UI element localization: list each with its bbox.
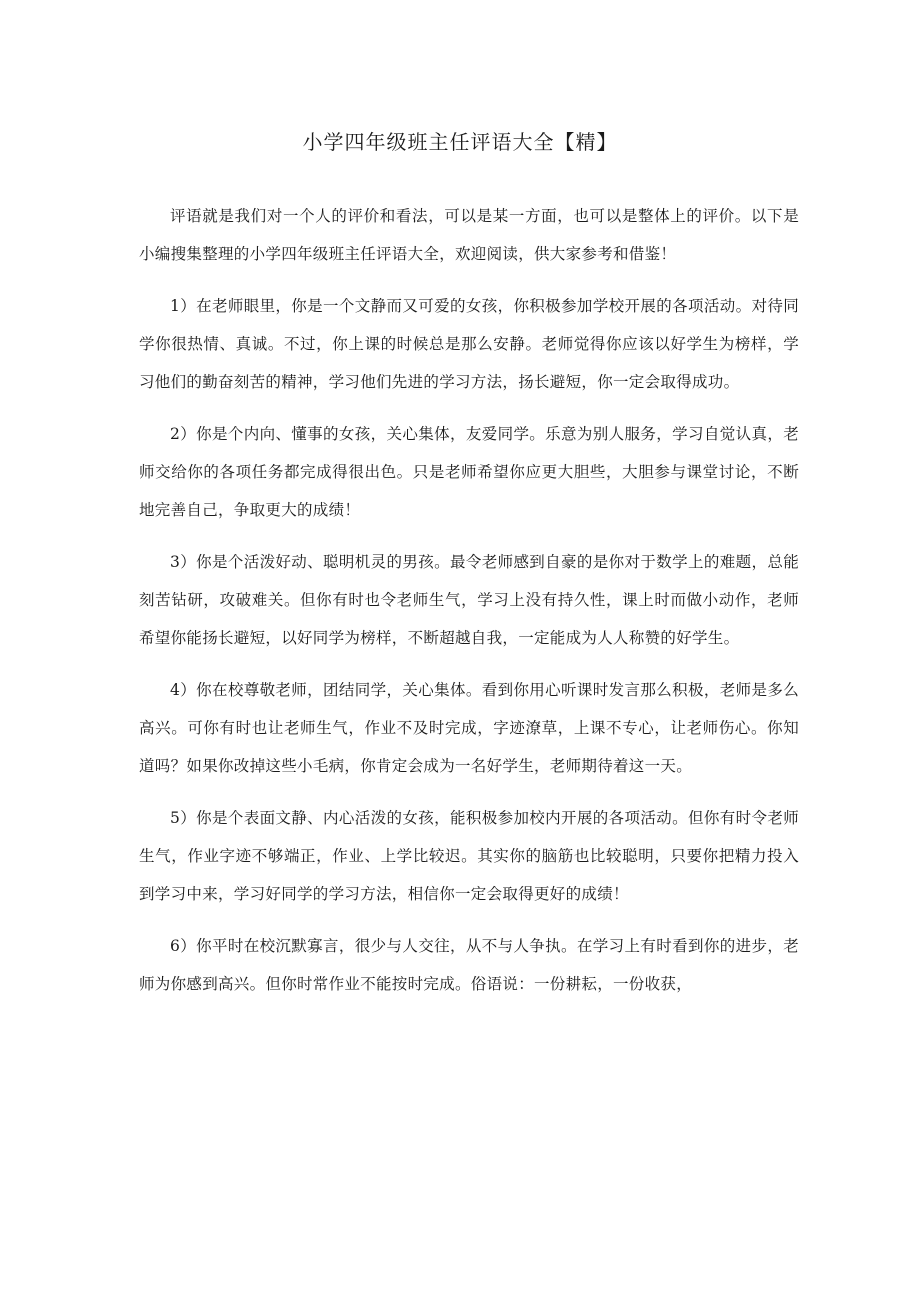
- document-title: 小学四年级班主任评语大全【精】: [302, 130, 618, 154]
- comment-paragraph-5: 5）你是个表面文静、内心活泼的女孩，能积极参加校内开展的各项活动。但你有时令老师生气，作业字迹不够端正，作业、上学比较迟。其实你的脑筋也比较聪明，只要你把精力投入到学习中来，学习好同学的学习方法，相信你一定会取得更好的成绩！: [139, 809, 799, 903]
- comment-paragraph-4: 4）你在校尊敬老师，团结同学，关心集体。看到你用心听课时发言那么积极，老师是多么高兴。可你有时也让老师生气，作业不及时完成，字迹潦草，上课不专心，让老师伤心。你知道吗？如果你改掉这些小毛病，你肯定会成为一名好学生，老师期待着这一天。: [139, 681, 799, 775]
- comment-paragraph-6: 6）你平时在校沉默寡言，很少与人交往，从不与人争执。在学习上有时看到你的进步，老师为你感到高兴。但你时常作业不能按时完成。俗语说：一份耕耘，一份收获，: [139, 937, 799, 993]
- intro-paragraph: 评语就是我们对一个人的评价和看法，可以是某一方面，也可以是整体上的评价。以下是小编搜集整理的小学四年级班主任评语大全，欢迎阅读，供大家参考和借鉴！: [139, 207, 799, 263]
- comment-paragraph-3: 3）你是个活泼好动、聪明机灵的男孩。最令老师感到自豪的是你对于数学上的难题，总能刻苦钻研，攻破难关。但你有时也令老师生气，学习上没有持久性，课上时而做小动作，老师希望你能扬长避短，以好同学为榜样，不断超越自我，一定能成为人人称赞的好学生。: [139, 553, 799, 647]
- document-body: [139, 197, 799, 1003]
- comment-paragraph-1: 1）在老师眼里，你是一个文静而又可爱的女孩，你积极参加学校开展的各项活动。对待同学你很热情、真诚。不过，你上课的时候总是那么安静。老师觉得你应该以好学生为榜样，学习他们的勤奋刻苦的精神，学习他们先进的学习方法，扬长避短，你一定会取得成功。: [139, 297, 799, 391]
- comment-paragraph-2: 2）你是个内向、懂事的女孩，关心集体，友爱同学。乐意为别人服务，学习自觉认真，老师交给你的各项任务都完成得很出色。只是老师希望你应更大胆些，大胆参与课堂讨论，不断地完善自己，争取更大的成绩！: [139, 425, 799, 519]
